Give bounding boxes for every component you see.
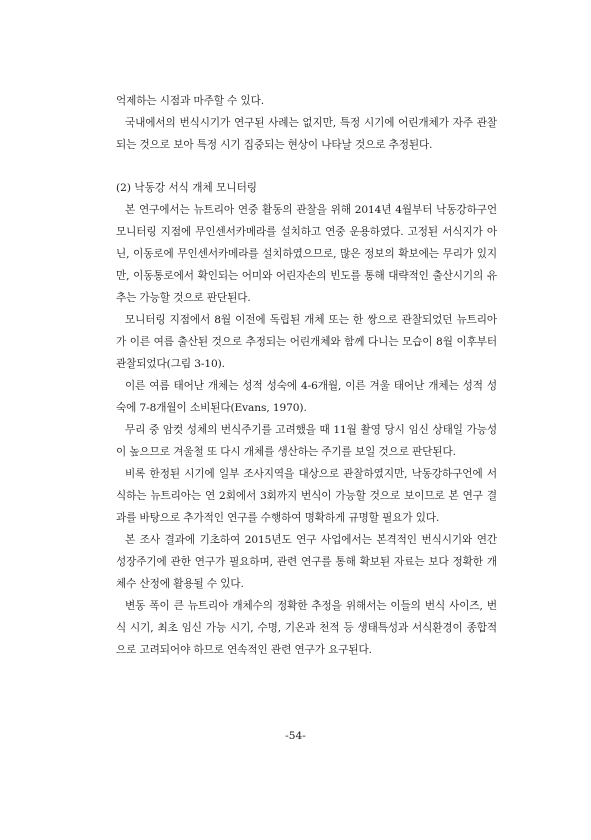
paragraph-future-research: 본 조사 결과에 기초하여 2015년도 연구 사업에서는 본격적인 번식시기와 연간 성장주기에 관한 연구가 필요하며, 관련 연구를 통해 확보된 자료는 보다 정확한 개체수 산정에 활용될 수 있다. xyxy=(116,534,497,590)
paragraph-breeding-frequency: 비록 한정된 시기에 일부 조사지역을 대상으로 관찰하였지만, 낙동강하구언에 서식하는 뉴트리아는 연 2회에서 3회까지 번식이 가능할 것으로 보이므로 본 연구 결과를 바탕으로 추가적인 연구를 수행하여 명확하게 규명할 필요가 있다. xyxy=(116,468,497,524)
paragraph-breeding-cycle: 무리 중 암컷 성체의 번식주기를 고려했을 때 11월 촬영 당시 임신 상태일 가능성이 높으므로 겨울철 또 다시 개체를 생산하는 주기를 보일 것으로 판단된다. xyxy=(116,424,497,458)
document-page xyxy=(116,90,497,661)
paragraph-continuation: 억제하는 시점과 마주할 수 있다. xyxy=(116,95,265,107)
section-heading: (2) 낙동강 서식 개체 모니터링 xyxy=(116,182,258,194)
paragraph-sexual-maturity: 이른 여름 태어난 개체는 성적 성숙에 4-6개월, 이른 겨울 태어난 개체는 성적 성숙에 7-8개월이 소비된다(Evans, 1970). xyxy=(116,380,497,414)
paragraph-monitoring-observation: 모니터링 지점에서 8월 이전에 독립된 개체 또는 한 쌍으로 관찰되었던 뉴트리아가 이른 여름 출산된 것으로 추정되는 어린개체와 함께 다니는 모습이 8월 이후부터 관찰되었다(그림 3-10). xyxy=(116,314,497,370)
paragraph-population-estimate: 변동 폭이 큰 뉴트리아 개체수의 정확한 추정을 위해서는 이들의 번식 사이즈, 번식 시기, 최초 임신 가능 시기, 수명, 기온과 천적 등 생태특성과 서식환경이 종합적으로 고려되어야 하므로 연속적인 관련 연구가 요구된다. xyxy=(116,600,497,656)
paragraph-breeding-season: 국내에서의 번식시기가 연구된 사례는 없지만, 특정 시기에 어린개체가 자주 관찰되는 것으로 보아 특정 시기 집중되는 현상이 나타날 것으로 추정된다. xyxy=(116,117,497,151)
page-number: -54- xyxy=(285,730,306,742)
section-gap xyxy=(116,156,497,177)
paragraph-monitoring-method: 본 연구에서는 뉴트리아 연중 활동의 관찰을 위해 2014년 4월부터 낙동강하구언 모니터링 지점에 무인센서카메라를 설치하고 연중 운용하였다. 고정된 서식지가 아닌, 이동로에 무인센서카메라를 설치하였으므로, 많은 정보의 확보에는 무리가 있지만, 이동통로에서 확인되는 어미와 어린자손의 빈도를 통해 대략적인 출산시기의 유추는 가능할 것으로 판단된다. xyxy=(116,204,497,304)
